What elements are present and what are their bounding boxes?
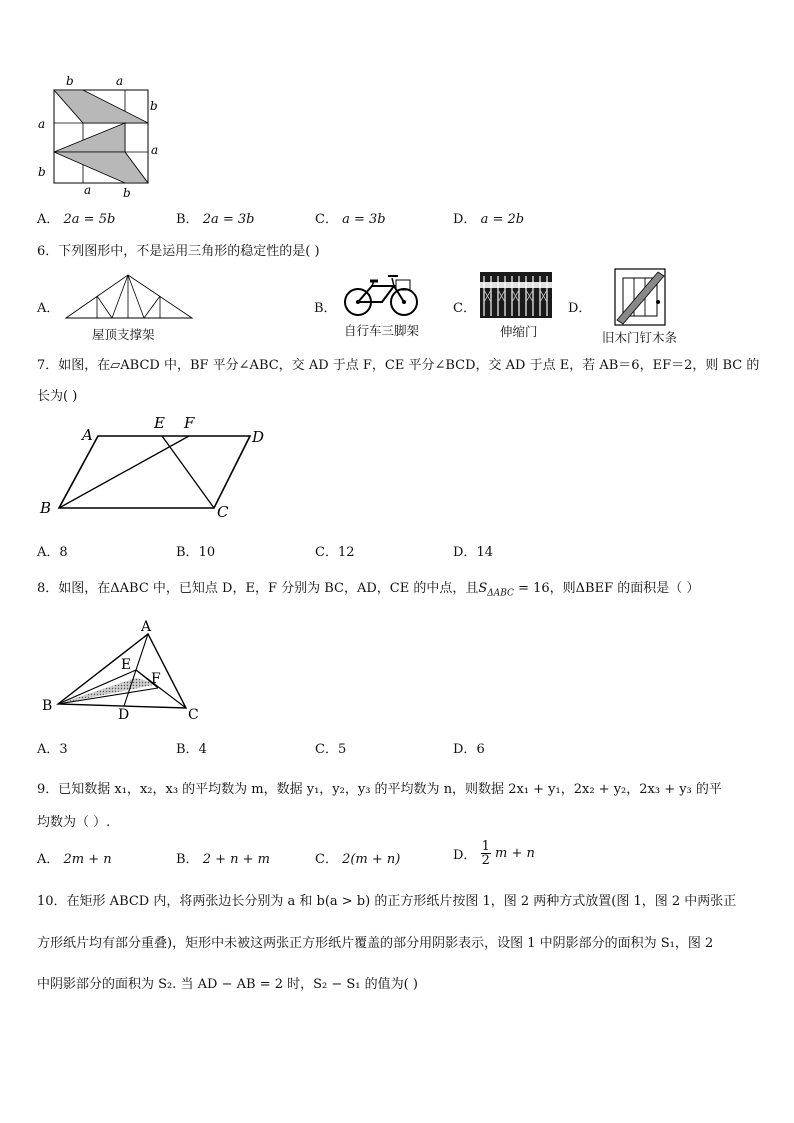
q5-figure [30,70,170,200]
q5-label-a-bottom: a [84,183,92,197]
q8-option-a[interactable]: A．3 [37,742,68,757]
q9-option-a[interactable]: A． 2m + n [37,852,112,867]
q8-label-E: E [121,657,132,673]
q8-option-d[interactable]: D．6 [453,742,485,757]
q9-stem-line1: 9．已知数据 x₁，x₂，x₃ 的平均数为 m，数据 y₁，y₂，y₃ 的平均数为 n，则数据 2x₁ + y₁，2x₂ + y₂，2x₃ + y₃ 的平 [37,782,722,797]
q6-old-door-figure [614,268,666,326]
q6-bicycle-figure [342,272,420,318]
q7-option-a[interactable]: A．8 [37,545,68,560]
q8-option-c[interactable]: C．5 [315,742,347,757]
q7-stem-line2: 长为( ) [37,389,78,404]
q9-option-c[interactable]: C． 2(m + n) [315,852,401,867]
q5-option-d[interactable]: D． a = 2b [453,212,525,227]
q6-stem: 6．下列图形中，不是运用三角形的稳定性的是( ) [37,244,320,259]
q6-option-a-letter[interactable]: A． [37,301,60,316]
q5-label-b-top: b [66,74,74,88]
q9-option-b[interactable]: B． 2 + n + m [176,852,270,867]
q7-option-c[interactable]: C．12 [315,545,355,560]
q8-stem: 8．如图，在ΔABC 中，已知点 D，E，F 分别为 BC，AD，CE 的中点，且$S_{\Delta ABC} = 16$，则ΔBEF 的面积是（ ） [37,581,700,599]
q8-label-B: B [42,698,53,714]
q5-label-b-bottom: b [123,186,131,200]
q7-option-b[interactable]: B．10 [176,545,216,560]
q7-label-D: D [252,428,265,446]
q7-label-F: F [184,414,195,432]
q7-label-A: A [82,426,93,444]
q8-label-F: F [151,671,161,687]
q7-option-d[interactable]: D．14 [453,545,493,560]
q6-retractable-gate-figure [480,272,552,318]
q10-line2: 方形纸片均有部分重叠)，矩形中未被这两张正方形纸片覆盖的部分用阴影表示，设图 1 中阴影部分的面积为 S₁，图 2 [37,936,714,951]
q7-label-E: E [154,414,165,432]
q8-label-A: A [141,619,152,635]
q6-caption-b: 自行车三脚架 [344,323,420,338]
q9-stem-line2: 均数为（ ）. [37,815,111,830]
q7-label-C: C [217,503,229,521]
q5-label-b-left: b [38,165,46,179]
q6-roof-truss-figure [64,272,194,322]
q6-option-b-letter[interactable]: B． [314,301,337,316]
q10-line3: 中阴影部分的面积为 S₂. 当 AD − AB = 2 时，S₂ − S₁ 的值为( ) [37,977,418,992]
q5-label-a-left: a [38,117,46,131]
q7-label-B: B [40,499,52,517]
q5-option-c[interactable]: C． a = 3b [315,212,386,227]
q8-option-b[interactable]: B．4 [176,742,207,757]
q5-label-a-right: a [151,143,159,157]
q5-label-b-right: b [150,99,158,113]
q7-stem-line1: 7．如图，在▱ABCD 中，BF 平分∠ABC，交 AD 于点 F，CE 平分∠BCD，交 AD 于点 E，若 AB＝6，EF＝2，则 BC 的 [37,358,760,373]
q8-label-D: D [118,707,130,723]
q8-triangle-figure [36,612,206,724]
q7-parallelogram-figure [34,410,274,525]
q6-caption-d: 旧木门钉木条 [602,330,678,345]
q9-option-d[interactable]: D． $\frac{1}{2}$ m + n [453,839,535,868]
q10-line1: 10．在矩形 ABCD 内，将两张边长分别为 a 和 b(a > b) 的正方形纸片按图 1，图 2 两种方式放置(图 1，图 2 中两张正 [37,894,737,909]
q6-option-d-letter[interactable]: D． [568,301,592,316]
q5-label-a-top: a [116,74,124,88]
q6-caption-a: 屋顶支撑架 [92,327,155,342]
q6-caption-c: 伸缩门 [500,324,538,339]
q5-option-b[interactable]: B． 2a = 3b [176,212,255,227]
q8-label-C: C [188,707,199,723]
q6-option-c-letter[interactable]: C． [453,301,476,316]
q5-option-a[interactable]: A． 2a = 5b [37,212,116,227]
